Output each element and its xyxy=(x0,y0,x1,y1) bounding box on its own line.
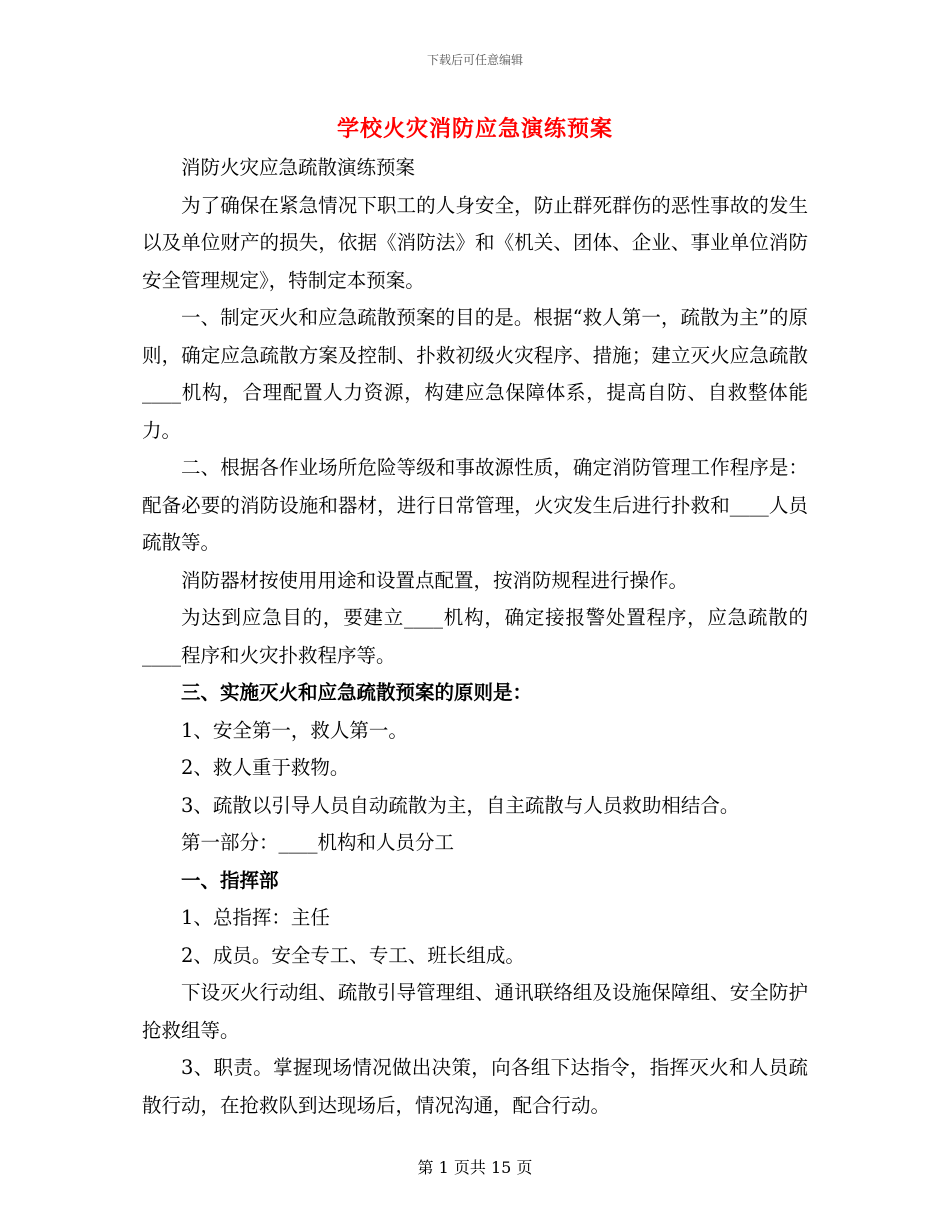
paragraph-equipment: 消防器材按使用用途和设置点配置，按消防规程进行操作。 xyxy=(181,568,689,592)
paragraph-groups: 下设灭火行动组、疏散引导管理组、通讯联络组及设施保障组、安全防护抢救组等。 xyxy=(142,981,808,1042)
document-body xyxy=(142,149,808,1124)
list-item: 2、成员。安全专工、专工、班长组成。 xyxy=(181,943,525,967)
document-title: 学校火灾消防应急演练预案 xyxy=(336,116,613,142)
list-item: 1、安全第一，救人第一。 xyxy=(181,718,408,742)
list-item: 3、疏散以引导人员自动疏散为主，自主疏散与人员救助相结合。 xyxy=(181,793,740,817)
paragraph-procedure: 二、根据各作业场所危险等级和事故源性质，确定消防管理工作程序是：配备必要的消防设施和器材，进行日常管理，火灾发生后进行扑救和____人员疏散等。 xyxy=(142,456,808,554)
list-item: 3、职责。掌握现场情况做出决策，向各组下达指令，指挥灭火和人员疏散行动，在抢救队到达现场后，情况沟通，配合行动。 xyxy=(142,1056,808,1117)
paragraph-subtitle: 消防火灾应急疏散演练预案 xyxy=(181,156,416,179)
section-heading-principles: 三、实施灭火和应急疏散预案的原则是： xyxy=(181,681,533,704)
paragraph-organization: 为达到应急目的，要建立____机构，确定接报警处置程序，应急疏散的____程序和火灾扑救程序等。 xyxy=(142,606,808,667)
paragraph-intro: 为了确保在紧急情况下职工的人身安全，防止群死群伤的恶性事故的发生以及单位财产的损失，依据《消防法》和《机关、团体、企业、事业单位消防安全管理规定》，特制定本预案。 xyxy=(142,193,808,292)
header-note: 下载后可任意编辑 xyxy=(426,53,523,67)
list-item: 2、救人重于救物。 xyxy=(181,756,350,779)
section-heading-command: 一、指挥部 xyxy=(181,868,279,892)
part-heading: 第一部分：____机构和人员分工 xyxy=(181,831,455,854)
page-number: 第 1 页共 15 页 xyxy=(417,1158,533,1177)
paragraph-purpose: 一、制定灭火和应急疏散预案的目的是。根据“救人第一，疏散为主”的原则，确定应急疏散方案及控制、扑救初级火灾程序、措施；建立灭火应急疏散____机构，合理配置人力资源，构建应急保障体系，提高自防、自救整体能力。 xyxy=(142,306,808,442)
list-item: 1、总指挥：主任 xyxy=(181,906,330,929)
